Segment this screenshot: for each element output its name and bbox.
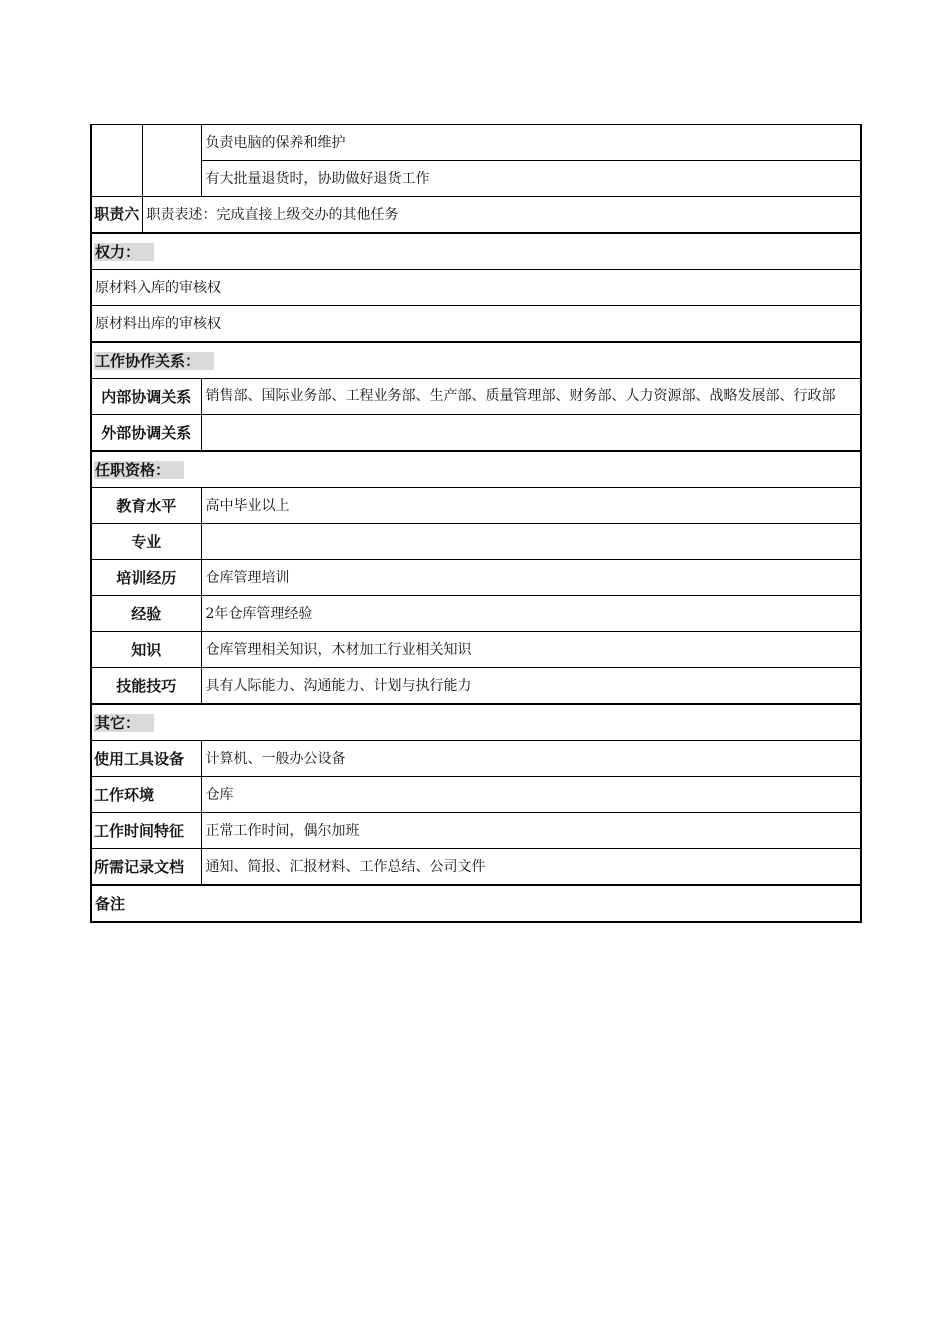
qualification-value: 仓库管理相关知识，木材加工行业相关知识 [201,632,861,668]
qualification-label: 经验 [91,596,201,632]
authority-item: 原材料入库的审核权 [91,270,861,306]
other-row [91,813,861,849]
remarks-row [91,885,861,922]
external-relations-label: 外部协调关系 [91,415,201,452]
other-value: 通知、简报、汇报材料、工作总结、公司文件 [201,849,861,886]
qualification-row [91,632,861,668]
other-value: 计算机、一般办公设备 [201,741,861,777]
qualification-row [91,668,861,705]
qualification-row [91,596,861,632]
other-label: 工作时间特征 [91,813,201,849]
duty-item-row [91,161,861,197]
duty6-label: 职责六 [91,197,142,234]
other-row [91,777,861,813]
qualification-row [91,488,861,524]
internal-relations-label: 内部协调关系 [91,379,201,415]
qualification-value [201,524,861,560]
qualification-value: 仓库管理培训 [201,560,861,596]
qualification-value: 具有人际能力、沟通能力、计划与执行能力 [201,668,861,705]
qualification-label: 教育水平 [91,488,201,524]
other-row [91,849,861,886]
other-row [91,741,861,777]
relations-header-row [91,342,861,379]
authority-header: 权力： [94,243,154,261]
qualification-row [91,524,861,560]
qualification-label: 技能技巧 [91,668,201,705]
authority-header-row [91,233,861,270]
qualification-label: 专业 [91,524,201,560]
external-relations-value [201,415,861,452]
other-label: 使用工具设备 [91,741,201,777]
qualification-label: 知识 [91,632,201,668]
other-value: 仓库 [201,777,861,813]
duty-item: 负责电脑的保养和维护 [201,125,861,161]
authority-row [91,306,861,343]
external-relations-row [91,415,861,452]
qualification-value: 高中毕业以上 [201,488,861,524]
authority-item: 原材料出库的审核权 [91,306,861,343]
duty-item-row [91,125,861,161]
qualifications-header-row [91,451,861,488]
qualifications-header: 任职资格： [94,461,184,479]
internal-relations-row [91,379,861,415]
duty-sub-cell-empty [142,125,201,197]
duty6-row [91,197,861,234]
other-header: 其它： [94,714,154,732]
qualification-row [91,560,861,596]
job-description-table [90,124,862,923]
other-label: 工作环境 [91,777,201,813]
remarks-label: 备注 [91,885,861,922]
relations-header: 工作协作关系： [94,352,214,370]
authority-row [91,270,861,306]
internal-relations-value: 销售部、国际业务部、工程业务部、生产部、质量管理部、财务部、人力资源部、战略发展部、行政部 [201,379,861,415]
other-value: 正常工作时间，偶尔加班 [201,813,861,849]
other-header-row [91,704,861,741]
duty-item: 有大批量退货时，协助做好退货工作 [201,161,861,197]
duty6-description: 职责表述：完成直接上级交办的其他任务 [142,197,861,234]
qualification-value: 2年仓库管理经验 [201,596,861,632]
duty-label-cell-empty [91,125,142,197]
job-description-table-page [90,124,860,923]
other-label: 所需记录文档 [91,849,201,886]
qualification-label: 培训经历 [91,560,201,596]
